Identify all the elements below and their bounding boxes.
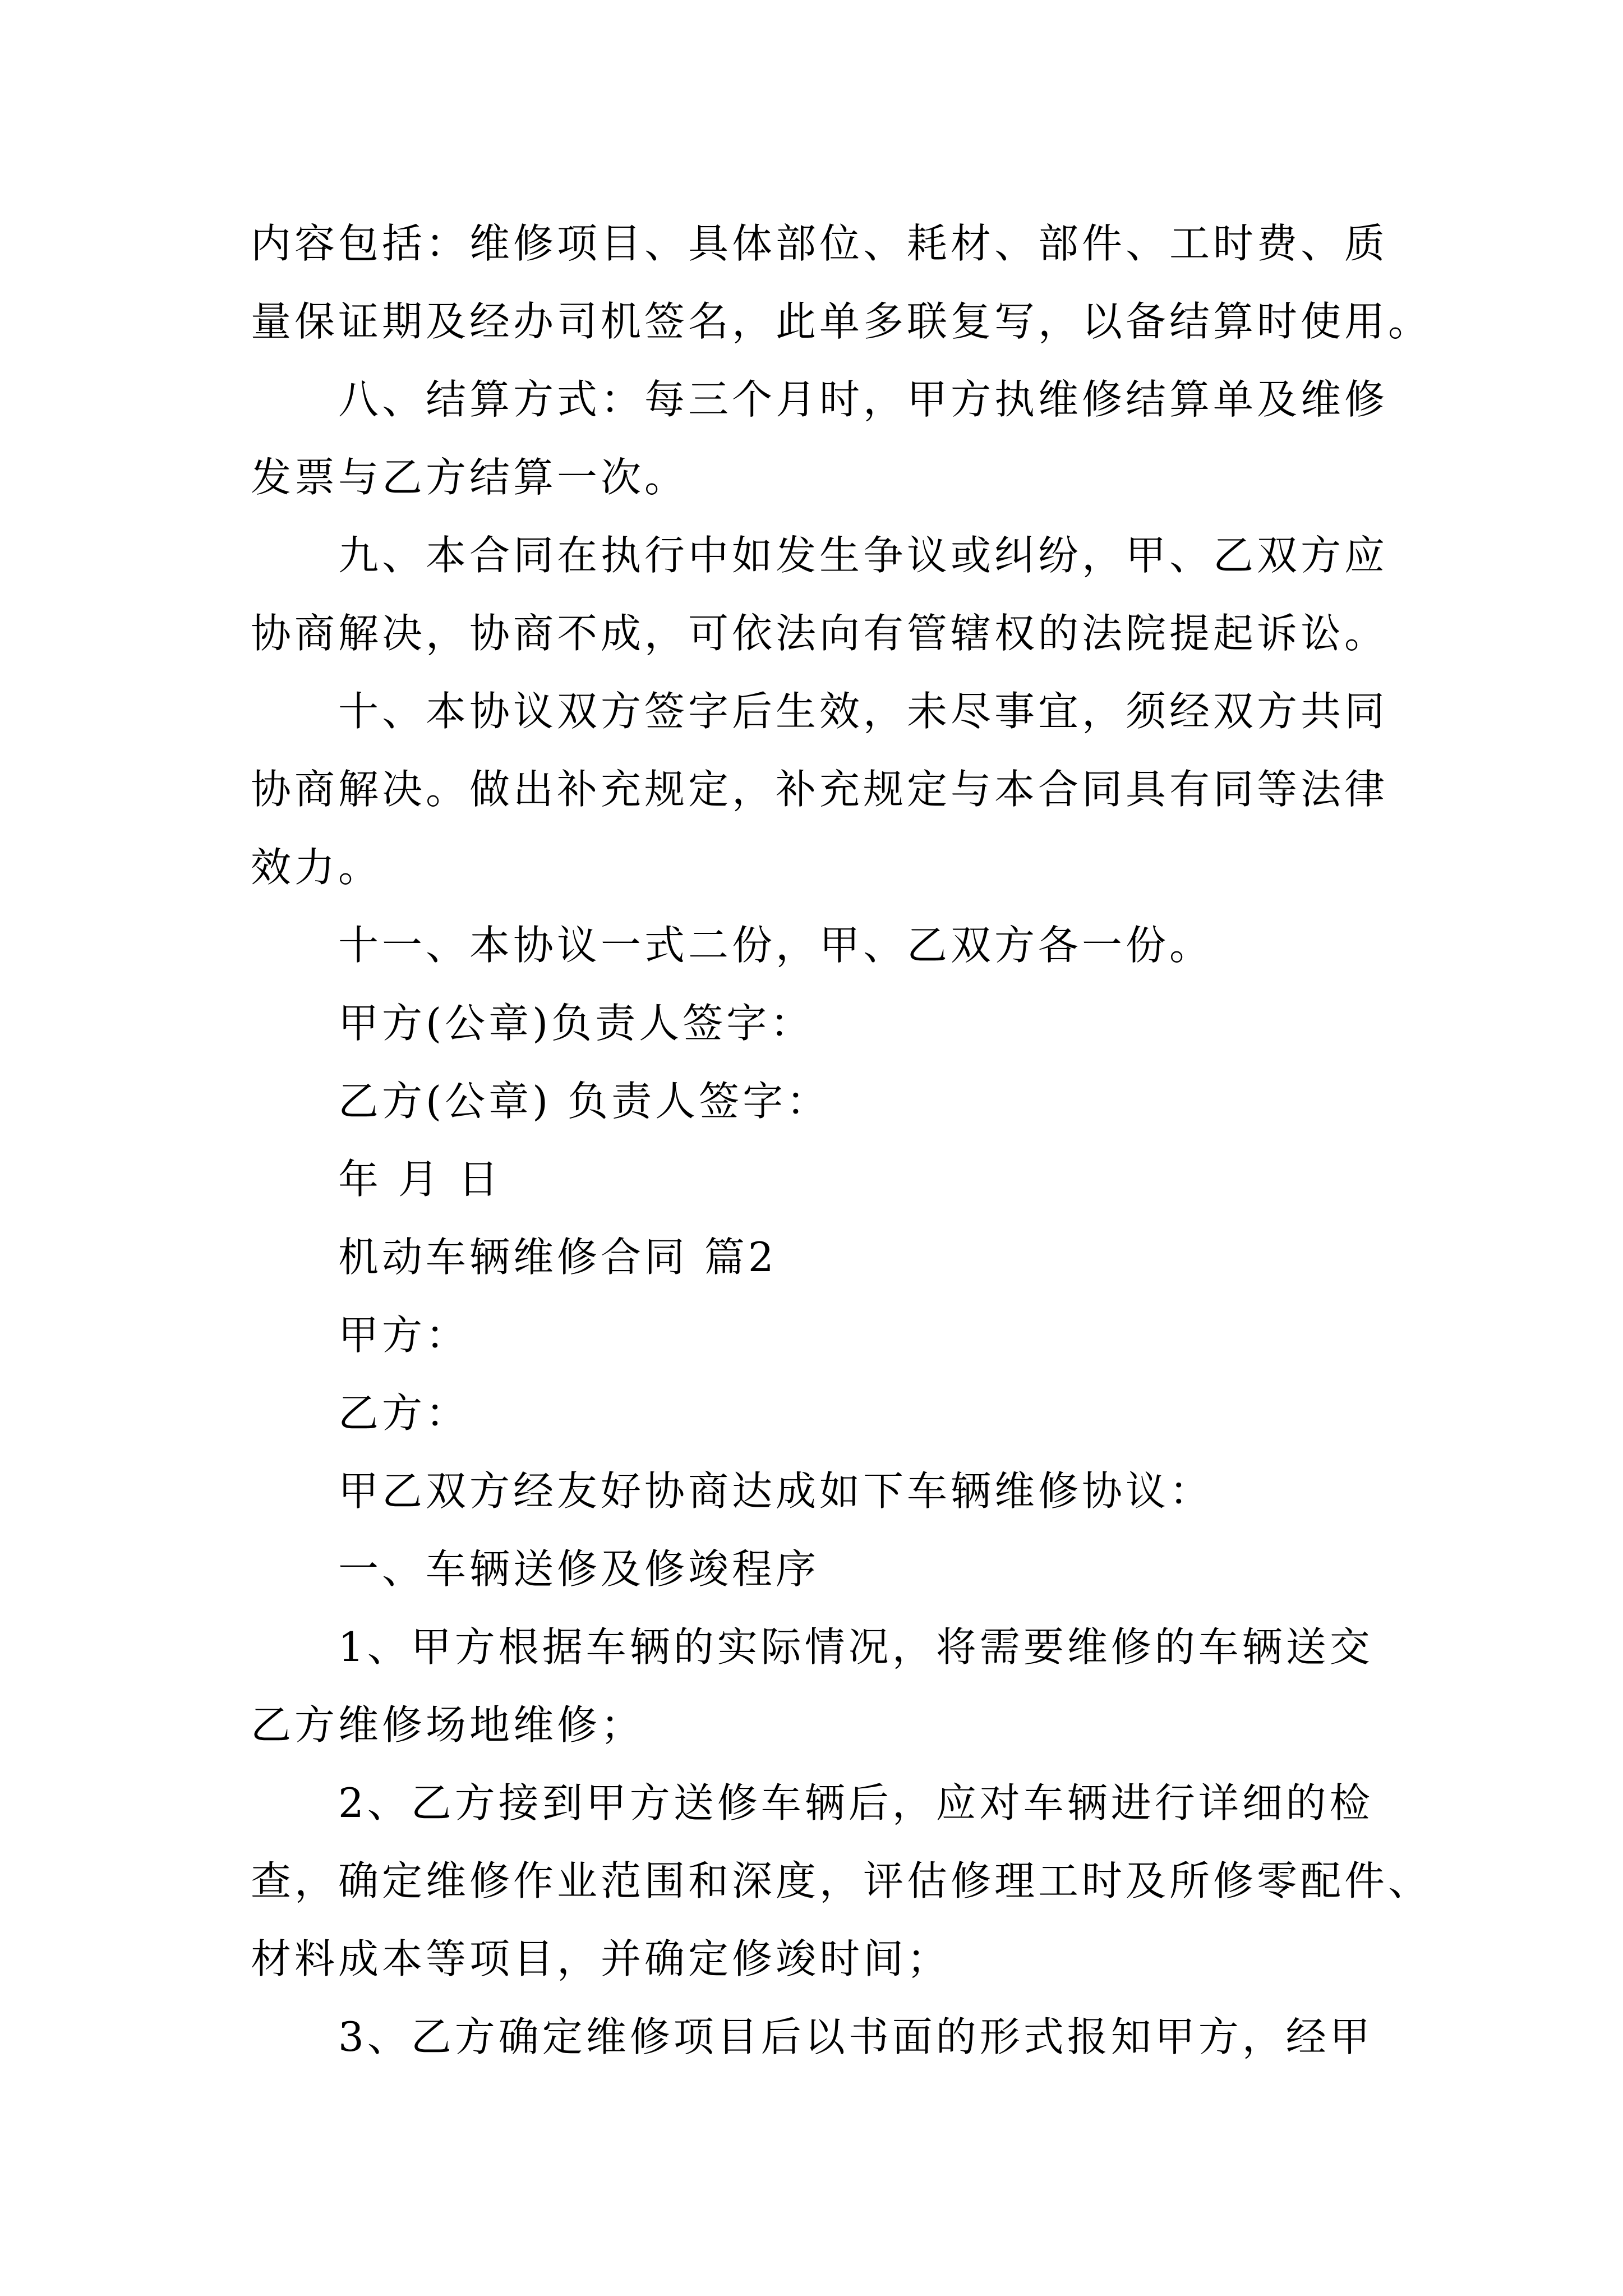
text-line: 乙方维修场地维修； — [251, 1701, 645, 1749]
text-line: 甲乙双方经友好协商达成如下车辆维修协议： — [338, 1467, 1214, 1515]
text-line: 协商解决。做出补充规定，补充规定与本合同具有同等法律 — [251, 766, 1389, 813]
text-line: 十一、本协议一式二份，甲、乙双方各一份。 — [338, 922, 1214, 969]
text-line: 量保证期及经办司机签名，此单多联复写，以备结算时使用。 — [251, 298, 1432, 345]
text-line: 3、乙方确定维修项目后以书面的形式报知甲方，经甲 — [338, 2013, 1373, 2060]
text-line: 查，确定维修作业范围和深度，评估修理工时及所修零配件、 — [251, 1857, 1432, 1904]
signature-line-party-a: 甲方(公章)负责人签字： — [338, 1000, 814, 1047]
section-title: 机动车辆维修合同 篇2 — [338, 1234, 777, 1281]
party-b-line: 乙方： — [338, 1389, 470, 1437]
text-line: 2、乙方接到甲方送修车辆后，应对车辆进行详细的检 — [338, 1779, 1373, 1826]
text-line: 效力。 — [251, 844, 382, 891]
text-line: 九、本合同在执行中如发生争议或纠纷，甲、乙双方应 — [338, 532, 1389, 579]
text-line: 协商解决，协商不成，可依法向有管辖权的法院提起诉讼。 — [251, 610, 1389, 657]
party-a-line: 甲方： — [338, 1312, 470, 1359]
signature-line-party-b: 乙方(公章) 负责人签字： — [338, 1078, 831, 1125]
text-line: 八、结算方式：每三个月时，甲方执维修结算单及维修 — [338, 376, 1389, 423]
text-line: 内容包括：维修项目、具体部位、耗材、部件、工时费、质 — [251, 220, 1389, 267]
date-line: 年 月 日 — [338, 1156, 502, 1203]
text-line: 十、本协议双方签字后生效，未尽事宜，须经双方共同 — [338, 688, 1389, 735]
text-line: 1、甲方根据车辆的实际情况，将需要维修的车辆送交 — [338, 1623, 1373, 1671]
text-line: 发票与乙方结算一次。 — [251, 454, 689, 501]
clause-heading: 一、车辆送修及修竣程序 — [338, 1545, 820, 1593]
text-line: 材料成本等项目，并确定修竣时间； — [251, 1935, 951, 1982]
